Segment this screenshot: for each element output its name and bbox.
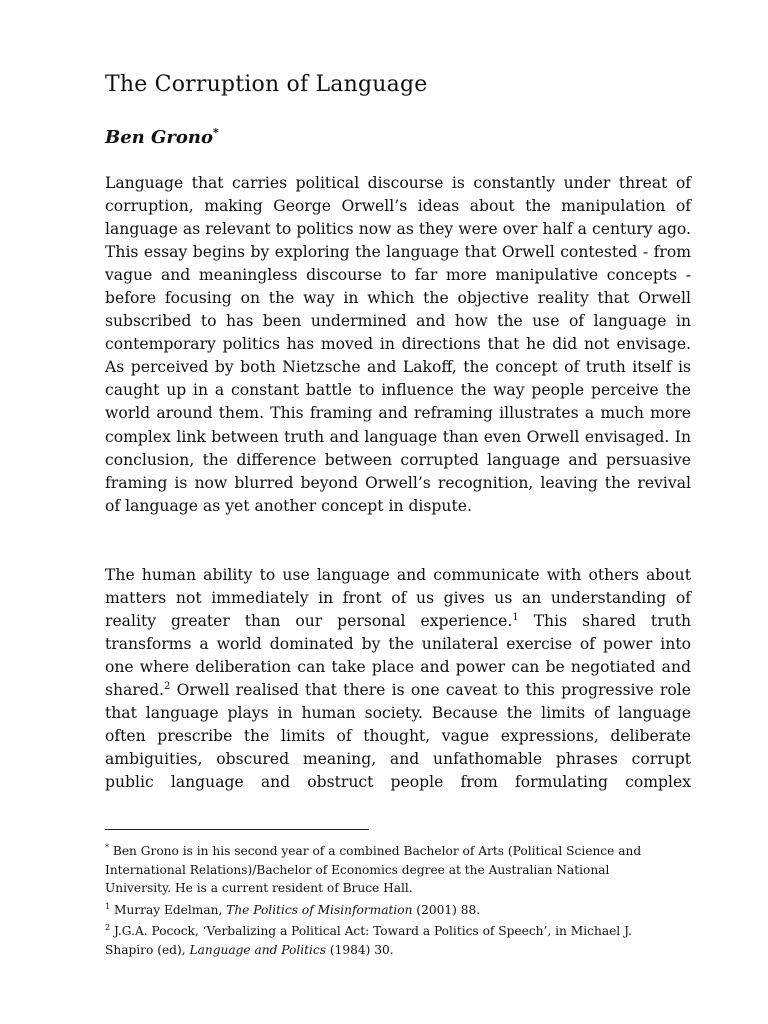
- author-text: Ben Grono: [105, 127, 213, 148]
- footnote-2-text-b: (1984) 30.: [326, 942, 394, 957]
- footnote-ref-1: 1: [512, 611, 519, 623]
- author-footnote-mark: *: [212, 126, 219, 139]
- footnote-1-mark: 1: [105, 901, 111, 911]
- footnote-2-text-a: J.G.A. Pocock, ‘Verbalizing a Political Act: Toward a Politics of Speech’, in Michael J. Shapiro (ed),: [105, 924, 632, 957]
- footnote-star-mark: *: [105, 843, 109, 852]
- footnote-2-mark: 2: [105, 923, 111, 933]
- paragraph-1: Language that carries political discourse is constantly under threat of corruption, making George Orwell’s ideas about the manipulation of language as relevant to politics now as they were over half a century ago. This essay begins by exploring the language that Orwell contested - from vague and meaningless discourse to far more manipulative concepts - before focusing on the way in which the objective reality that Orwell subscribed to has been undermined and how the use of language in contemporary politics has moved in directions that he did not envisage. As perceived by both Nietzsche and Lakoff, the concept of truth itself is caught up in a constant battle to influence the way people perceive the world around them. This framing and reframing illustrates a much more complex link between truth and language than even Orwell envisaged. In conclusion, the difference between corrupted language and persuasive framing is now blurred beyond Orwell’s recognition, leaving the revival of language as yet another concept in dispute.: [105, 174, 691, 515]
- footnote-1-text-b: (2001) 88.: [412, 902, 481, 917]
- footnote-1-text-a: Murray Edelman,: [110, 902, 227, 917]
- footnote-divider: [105, 829, 369, 830]
- footnote-author: [105, 839, 675, 898]
- paragraph-2: [105, 564, 691, 794]
- page-title: The Corruption of Language: [105, 72, 428, 97]
- footnote-1-title: The Politics of Misinformation: [226, 902, 413, 917]
- paragraph-2-part-b: This shared truth transforms a world dominated by the unilateral exercise of power into one where deliberation can take place and power can be negotiated and shared.: [105, 612, 691, 700]
- paragraph-2-part-c: Orwell realised that there is one caveat to this progressive role that language plays in human society. Because the limits of language often prescribe the limits of thought, vague expressions, deliberate ambiguities, obscured meaning, and unfathomable phrases corrupt public language and obstruct people from formulating complex: [105, 681, 691, 792]
- footnote-star-text: Ben Grono is in his second year of a combined Bachelor of Arts (Political Science and International Relations)/Bachelor of Economics degree at the Australian National University. He is a current resident of Bruce Hall.: [105, 844, 642, 896]
- author-name: [105, 126, 219, 148]
- footnote-2-title: Language and Politics: [189, 942, 327, 957]
- footnotes: [105, 839, 675, 959]
- paragraph-2-part-a: The human ability to use language and communicate with others about matters not immediately in front of us gives us an understanding of reality greater than our personal experience.: [105, 566, 691, 631]
- footnote-1: [105, 898, 675, 920]
- footnote-2: [105, 919, 675, 959]
- footnote-ref-2: 2: [163, 681, 171, 693]
